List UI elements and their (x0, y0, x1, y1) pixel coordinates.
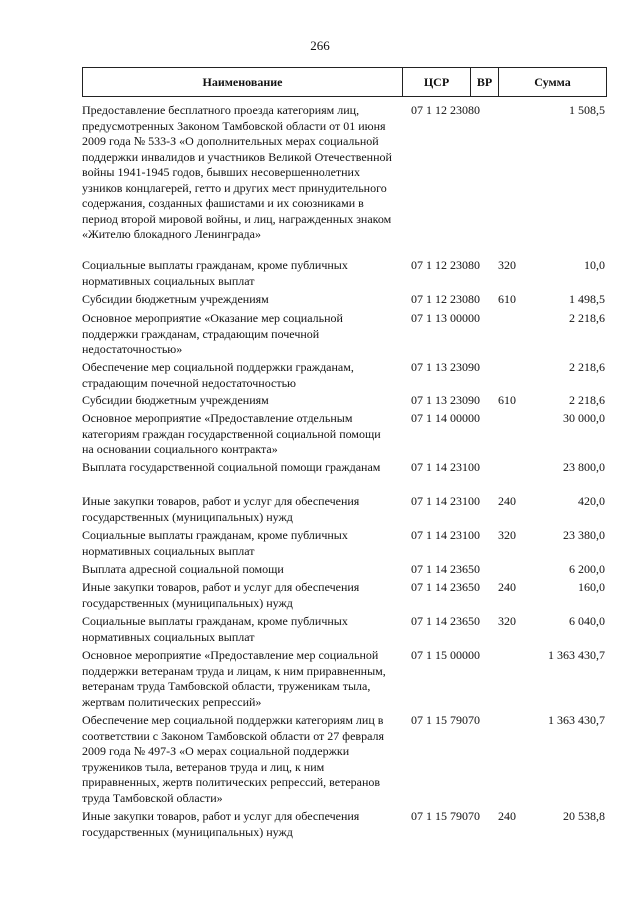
row-sum: 1 363 430,7 (548, 713, 605, 727)
header-vr: ВР (471, 68, 499, 96)
row-sum: 2 218,6 (569, 393, 605, 407)
row-vr: 240 (498, 809, 516, 823)
row-name: Выплата государственной социальной помощи гражданам (82, 460, 381, 474)
row-vr: 610 (498, 393, 516, 407)
row-name: Основное мероприятие «Предоставление мер социальной поддержки ветеранам труда и лицам, к ним приравненным, ветеранам труда Тамбовской области, труженикам тыла, жертвам политических репрессий» (82, 648, 386, 709)
row-sum: 1 508,5 (569, 103, 605, 117)
row-sum: 20 538,8 (563, 809, 605, 823)
row-csr: 07 1 14 23100 (411, 494, 480, 508)
row-csr: 07 1 13 23090 (411, 393, 480, 407)
header-sum: Сумма (534, 75, 571, 89)
row-name: Субсидии бюджетным учреждениям (82, 393, 269, 407)
table-header (82, 67, 607, 97)
row-name: Основное мероприятие «Оказание мер социальной поддержки гражданам, страдающим почечной недостаточностью» (82, 311, 343, 356)
row-vr: 320 (498, 528, 516, 542)
row-sum: 160,0 (578, 580, 605, 594)
row-name: Обеспечение мер социальной поддержки гражданам, страдающим почечной недостаточностью (82, 360, 354, 390)
row-name: Социальные выплаты гражданам, кроме публичных нормативных социальных выплат (82, 528, 348, 558)
row-csr: 07 1 13 23090 (411, 360, 480, 374)
row-name: Предоставление бесплатного проезда категориям лиц, предусмотренных Законом Тамбовской области от 01 июня 2009 года № 533-З «О дополнительных мерах социальной поддержки инвалидов и участников Великой Отечественной войны 1941-1945 годов, бывших несовершеннолетних узников концлагерей, гетто и других мест принудительного содержания, созданных фашистами и их союзниками в период второй мировой войны, и лиц, награжденных знаком «Жителю блокадного Ленинграда» (82, 103, 392, 241)
row-csr: 07 1 14 00000 (411, 411, 480, 425)
row-name: Иные закупки товаров, работ и услуг для обеспечения государственных (муниципальных) нужд (82, 580, 360, 610)
row-name: Социальные выплаты гражданам, кроме публичных нормативных социальных выплат (82, 614, 348, 644)
row-csr: 07 1 14 23650 (411, 614, 480, 628)
row-sum: 10,0 (584, 258, 605, 272)
row-name: Социальные выплаты гражданам, кроме публичных нормативных социальных выплат (82, 258, 348, 288)
row-name: Иные закупки товаров, работ и услуг для обеспечения государственных (муниципальных) нужд (82, 809, 360, 839)
row-name: Субсидии бюджетным учреждениям (82, 292, 269, 306)
row-vr: 320 (498, 258, 516, 272)
row-csr: 07 1 12 23080 (411, 258, 480, 272)
row-sum: 6 040,0 (569, 614, 605, 628)
row-csr: 07 1 15 79070 (411, 809, 480, 823)
row-name: Выплата адресной социальной помощи (82, 562, 284, 576)
row-csr: 07 1 13 00000 (411, 311, 480, 325)
row-csr: 07 1 14 23100 (411, 528, 480, 542)
header-csr: ЦСР (403, 68, 471, 96)
row-sum: 23 380,0 (563, 528, 605, 542)
row-vr: 240 (498, 494, 516, 508)
row-vr: 610 (498, 292, 516, 306)
row-sum: 420,0 (578, 494, 605, 508)
row-name: Основное мероприятие «Предоставление отдельным категориям граждан государственной социальной помощи на основании социального контракта» (82, 411, 381, 456)
row-sum: 1 363 430,7 (548, 648, 605, 662)
row-name: Иные закупки товаров, работ и услуг для обеспечения государственных (муниципальных) нужд (82, 494, 360, 524)
row-csr: 07 1 15 00000 (411, 648, 480, 662)
row-vr: 240 (498, 580, 516, 594)
row-name: Обеспечение мер социальной поддержки категориям лиц в соответствии с Законом Тамбовской области от 27 февраля 2009 года № 497-З «О мерах социальной поддержки тружеников тыла, ветеранов труда и лиц, к ним приравненных, жертв политических репрессий, ветеранов труда Тамбовской области» (82, 713, 385, 805)
page-number: 266 (310, 38, 330, 53)
row-sum: 1 498,5 (569, 292, 605, 306)
row-sum: 23 800,0 (563, 460, 605, 474)
row-sum: 2 218,6 (569, 311, 605, 325)
row-csr: 07 1 14 23650 (411, 562, 480, 576)
row-vr: 320 (498, 614, 516, 628)
row-sum: 6 200,0 (569, 562, 605, 576)
row-sum: 30 000,0 (563, 411, 605, 425)
header-name: Наименование (83, 68, 403, 96)
row-csr: 07 1 12 23080 (411, 103, 480, 117)
row-csr: 07 1 12 23080 (411, 292, 480, 306)
row-csr: 07 1 14 23100 (411, 460, 480, 474)
row-sum: 2 218,6 (569, 360, 605, 374)
row-csr: 07 1 14 23650 (411, 580, 480, 594)
row-csr: 07 1 15 79070 (411, 713, 480, 727)
